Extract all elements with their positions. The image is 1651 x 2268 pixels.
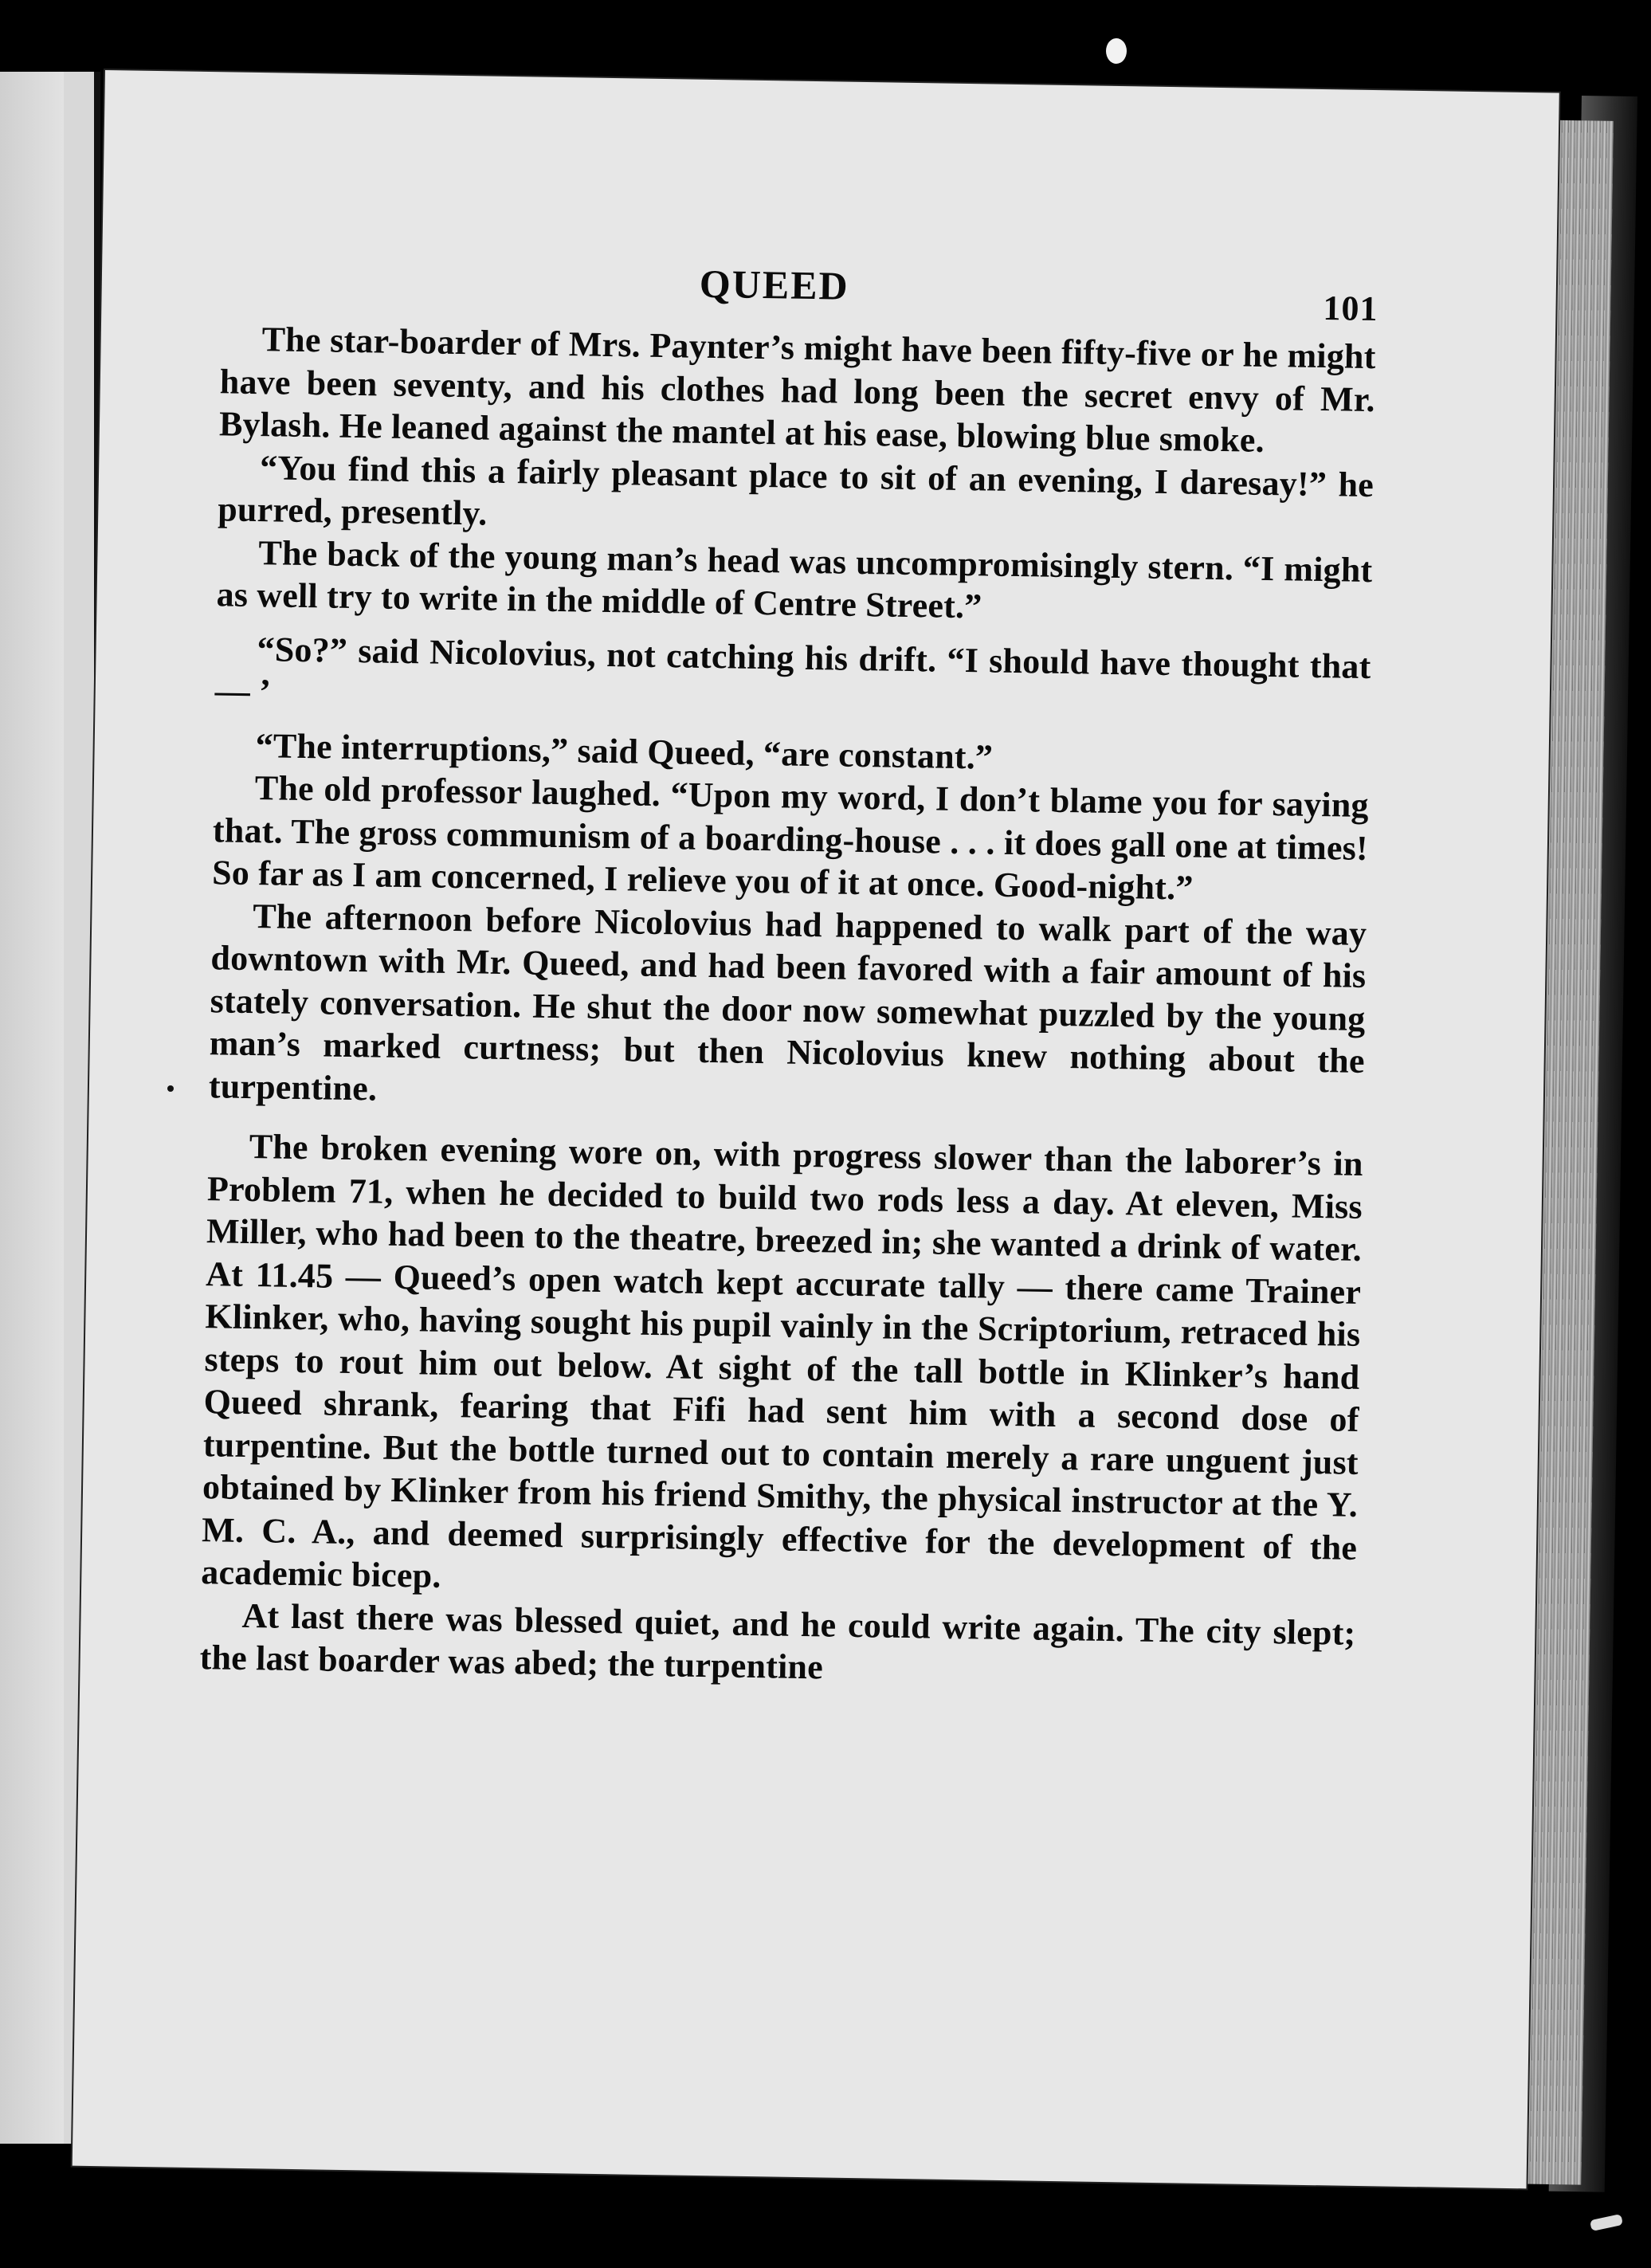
paragraph: At last there was blessed quiet, and he could write again. The city slept; the last boarder was abed; the turpentine	[199, 1595, 1356, 1687]
scan-speck	[1106, 38, 1127, 64]
paragraph: The old professor laughed. “Upon my word, I don’t blame you for saying that. The gross communism of a boarding-house . . . it does gall one at times! So far as I am concerned, I relieve you of it at once. Good-night.”	[211, 768, 1370, 908]
running-head-title: QUEED	[699, 261, 850, 308]
page-text-block	[199, 255, 1377, 1697]
paragraph: “The interruptions,” said Queed, “are constant.”	[255, 725, 994, 777]
paragraph: “So?” said Nicolovius, not catching his drift. “I should have thought that — ’	[214, 629, 1371, 712]
scan-speck-corner	[1590, 2214, 1623, 2231]
book-page	[73, 70, 1559, 2188]
scan-dot	[167, 1085, 174, 1092]
previous-page-shade	[0, 72, 64, 2144]
paragraph: The broken evening wore on, with progress slower than the laborer’s in Problem 71, when he decided to build two rods less a day. At eleven, Miss Miller, who had been to the theatre, breezed in; she wanted a drink of water. At 11.45 — Queed’s open watch kept accurate tally — there came Trainer Klinker, who, having sought his pupil vainly in the Scriptorium, retraced his steps to rout him out below. At sight of the tall bottle in Klinker’s hand Queed shrank, fearing that Fifi had sent him with a second dose of turpentine. But the bottle turned out to contain merely a rare unguent just obtained by Klinker from his friend Smithy, the physical instructor at the Y. M. C. A., and deemed surprisingly effective for the development of the academic bicep.	[201, 1127, 1364, 1595]
paragraph: The back of the young man’s head was uncompromisingly stern. “I might as well try to write in the middle of Centre Street.”	[216, 532, 1373, 626]
paragraph: The afternoon before Nicolovius had happened to walk part of the way downtown with Mr. Queed, and had been favored with a fair amount of his stately conversation. He shut the door now somewhat puzzled by the young man’s marked curtness; but then Nicolovius knew nothing about the turpentine.	[208, 896, 1367, 1108]
page-number: 101	[1323, 288, 1378, 329]
paragraph: The star-boarder of Mrs. Paynter’s might have been fifty-five or he might have been seventy, and his clothes had long been the secret envy of Mr. Bylash. He leaned against the mantel at his ease, blowing blue smoke.	[218, 320, 1376, 460]
paragraph: “You find this a fairly pleasant place to sit of an evening, I daresay!” he purred, presently.	[217, 447, 1375, 533]
